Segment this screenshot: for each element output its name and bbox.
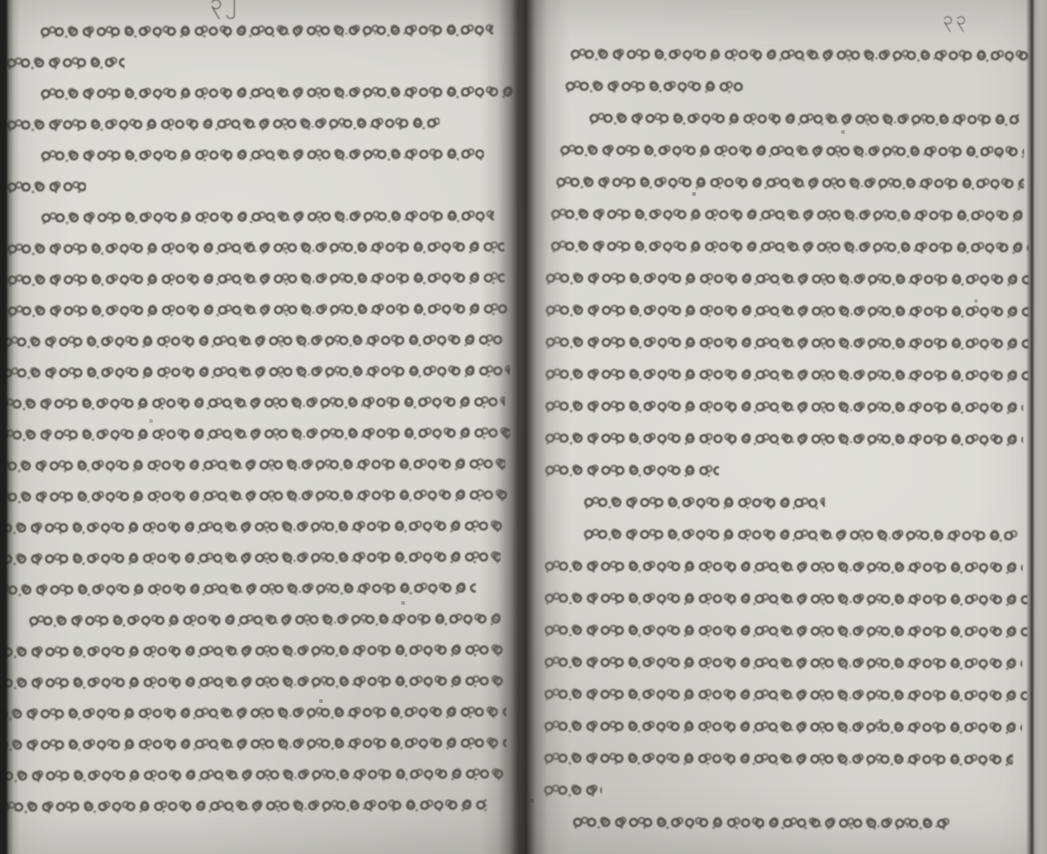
paragraph-narrative xyxy=(7,207,501,598)
redacted-text-line xyxy=(544,621,1027,640)
redacted-text-line xyxy=(0,672,506,691)
paragraph-dialogue xyxy=(6,21,498,71)
left-page-number: ၃၂ xyxy=(210,0,240,15)
redacted-text-line xyxy=(544,653,1022,672)
page-right-edge-shadow xyxy=(1026,0,1047,854)
redacted-text-line xyxy=(0,579,476,598)
redacted-text-line xyxy=(545,301,1028,320)
paragraph-dialogue xyxy=(7,83,499,133)
redacted-text-line xyxy=(545,397,1023,416)
book-gutter-shadow xyxy=(480,0,570,854)
right-page-text-block xyxy=(544,45,1030,832)
paragraph-narrative xyxy=(544,525,1028,800)
scan-left-edge xyxy=(0,0,20,854)
redacted-text-line xyxy=(7,238,504,257)
redacted-text-line xyxy=(545,461,719,479)
redacted-text-line xyxy=(3,362,510,381)
redacted-text-line xyxy=(0,424,510,443)
paragraph-dialogue xyxy=(544,813,1027,832)
redacted-text-line xyxy=(41,83,513,102)
left-page xyxy=(8,0,500,854)
right-page-number: ၃၃ xyxy=(943,8,970,29)
redacted-text-line xyxy=(544,749,1013,768)
redacted-text-line xyxy=(546,269,1029,288)
redacted-text-line xyxy=(566,77,745,95)
redacted-text-line xyxy=(0,641,506,660)
redacted-text-line xyxy=(545,333,1028,352)
redacted-text-line xyxy=(583,525,1018,544)
redacted-text-line xyxy=(0,517,505,536)
paragraph-narrative-continuation xyxy=(546,45,1029,96)
redacted-text-line xyxy=(0,734,506,753)
redacted-text-line xyxy=(560,141,1024,160)
redacted-text-line xyxy=(0,765,507,784)
redacted-text-line xyxy=(7,114,440,133)
paragraph-narrative xyxy=(545,109,1029,480)
redacted-text-line xyxy=(590,109,1020,128)
redacted-text-line xyxy=(550,237,1028,256)
redacted-text-line xyxy=(573,813,950,831)
redacted-text-line xyxy=(42,207,495,226)
redacted-text-line xyxy=(545,429,1023,448)
paragraph-dialogue xyxy=(7,145,499,195)
left-page-text-block xyxy=(6,21,501,815)
redacted-text-line xyxy=(544,685,1027,704)
redacted-text-line xyxy=(545,557,1023,576)
redacted-text-line xyxy=(570,45,1029,64)
redacted-text-line xyxy=(0,393,505,412)
redacted-text-line xyxy=(556,173,1025,192)
redacted-text-line xyxy=(583,493,825,511)
redacted-text-line xyxy=(7,269,504,288)
redacted-text-line xyxy=(41,21,494,40)
redacted-text-line xyxy=(545,365,1028,384)
redacted-text-line xyxy=(551,205,1024,224)
redacted-text-line xyxy=(6,54,124,72)
redacted-text-line xyxy=(7,300,509,319)
redacted-text-line xyxy=(41,145,484,164)
redacted-text-line xyxy=(29,610,501,629)
redacted-text-line xyxy=(544,717,1022,736)
redacted-text-line xyxy=(0,703,506,722)
redacted-text-line xyxy=(0,796,487,815)
redacted-text-line xyxy=(544,589,1027,608)
redacted-text-line xyxy=(0,486,510,505)
right-page xyxy=(545,0,1028,854)
redacted-text-line xyxy=(3,331,505,350)
redacted-text-line xyxy=(0,455,505,474)
paragraph-dialogue xyxy=(545,493,1028,512)
paragraph-narrative xyxy=(9,610,502,815)
scan-noise-speckles xyxy=(0,0,2,2)
redacted-text-line xyxy=(0,548,501,567)
